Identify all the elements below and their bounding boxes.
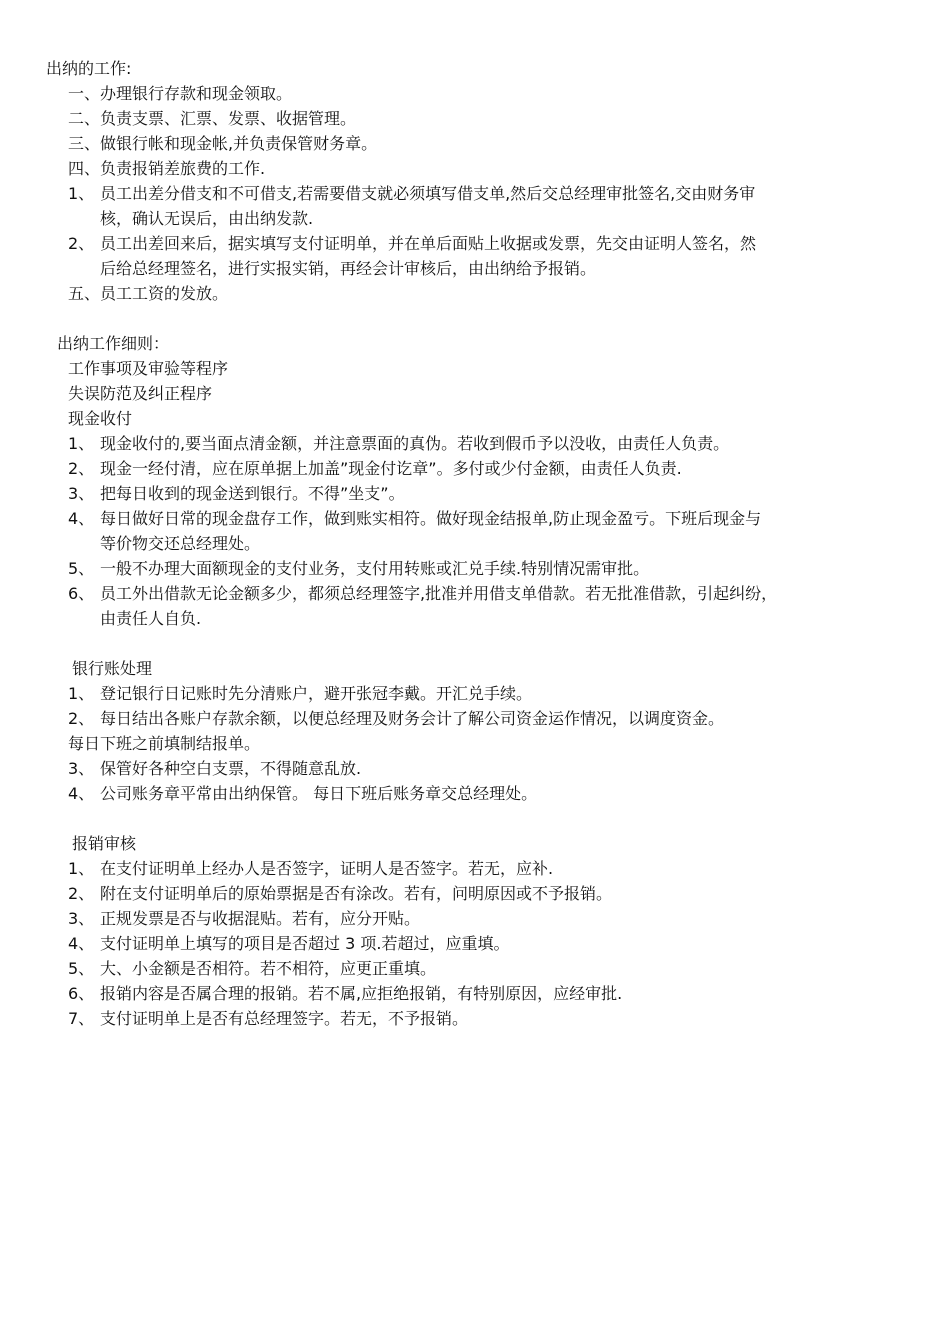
bank-item-number: 2、 <box>68 709 95 728</box>
audit-heading: 报销审核 <box>72 834 137 853</box>
audit-item-number: 3、 <box>68 909 95 928</box>
bank-item-text: 公司账务章平常由出纳保管。 每日下班后账务章交总经理处。 <box>100 784 538 803</box>
cash-item-text: 员工外出借款无论金额多少，都须总经理签字,批准并用借支单借款。若无批准借款，引起纠纷， <box>100 584 778 603</box>
audit-item-number: 6、 <box>68 984 95 1003</box>
duties-item: 五、员工工资的发放。 <box>68 284 229 303</box>
bank-item-number: 3、 <box>68 759 95 778</box>
cash-item-number: 3、 <box>68 484 95 503</box>
duties-sub-item-number: 2、 <box>68 234 95 253</box>
cash-item-text: 现金收付的,要当面点清金额，并注意票面的真伪。若收到假币予以没收，由责任人负责。 <box>100 434 730 453</box>
details-line: 失误防范及纠正程序 <box>68 384 213 403</box>
audit-item-number: 2、 <box>68 884 95 903</box>
cash-item-text: 一般不办理大面额现金的支付业务，支付用转账或汇兑手续.特别情况需审批。 <box>100 559 650 578</box>
cash-subheading: 现金收付 <box>68 409 133 428</box>
audit-item-number: 5、 <box>68 959 95 978</box>
cash-item-number: 5、 <box>68 559 95 578</box>
audit-item-number: 4、 <box>68 934 95 953</box>
details-line: 工作事项及审验等程序 <box>68 359 229 378</box>
audit-item-text: 支付证明单上填写的项目是否超过 3 项.若超过，应重填。 <box>100 934 510 953</box>
bank-note: 每日下班之前填制结报单。 <box>68 734 261 753</box>
duties-item: 二、负责支票、汇票、发票、收据管理。 <box>68 109 357 128</box>
cash-item-number: 4、 <box>68 509 95 528</box>
cash-item-text: 现金一经付清，应在原单据上加盖”现金付讫章”。多付或少付金额，由责任人负责. <box>100 459 682 478</box>
duties-sub-item-text: 员工出差分借支和不可借支,若需要借支就必须填写借支单,然后交总经理审批签名,交由财务审 <box>100 184 756 203</box>
duties-sub-item-text-continued: 后给总经理签名，进行实报实销，再经会计审核后，由出纳给予报销。 <box>100 259 597 278</box>
cash-item-text: 每日做好日常的现金盘存工作，做到账实相符。做好现金结报单,防止现金盈亏。下班后现金与 <box>100 509 762 528</box>
bank-heading: 银行账处理 <box>72 659 153 678</box>
cash-item-number: 1、 <box>68 434 95 453</box>
bank-item-number: 4、 <box>68 784 95 803</box>
duties-sub-item-number: 1、 <box>68 184 95 203</box>
cash-item-text-continued: 由责任人自负. <box>100 609 202 628</box>
cash-item-text-continued: 等价物交还总经理处。 <box>100 534 261 553</box>
audit-item-text: 大、小金额是否相符。若不相符，应更正重填。 <box>100 959 437 978</box>
cash-item-number: 2、 <box>68 459 95 478</box>
duties-heading: 出纳的工作: <box>46 59 132 78</box>
audit-item-text: 支付证明单上是否有总经理签字。若无，不予报销。 <box>100 1009 469 1028</box>
bank-item-text: 保管好各种空白支票，不得随意乱放. <box>100 759 362 778</box>
audit-item-text: 在支付证明单上经办人是否签字，证明人是否签字。若无，应补. <box>100 859 554 878</box>
duties-item: 三、做银行帐和现金帐,并负责保管财务章。 <box>68 134 378 153</box>
audit-item-text: 报销内容是否属合理的报销。若不属,应拒绝报销，有特别原因，应经审批. <box>100 984 623 1003</box>
cash-item-number: 6、 <box>68 584 95 603</box>
audit-item-number: 7、 <box>68 1009 95 1028</box>
cash-item-text: 把每日收到的现金送到银行。不得”坐支”。 <box>100 484 405 503</box>
duties-item: 一、办理银行存款和现金领取。 <box>68 84 293 103</box>
duties-sub-item-text-continued: 核，确认无误后，由出纳发款. <box>100 209 314 228</box>
duties-item: 四、负责报销差旅费的工作. <box>68 159 266 178</box>
audit-item-text: 附在支付证明单后的原始票据是否有涂改。若有，问明原因或不予报销。 <box>100 884 613 903</box>
bank-item-text: 每日结出各账户存款余额，以便总经理及财务会计了解公司资金运作情况，以调度资金。 <box>100 709 725 728</box>
duties-sub-item-text: 员工出差回来后，据实填写支付证明单，并在单后面贴上收据或发票，先交由证明人签名，然 <box>100 234 757 253</box>
bank-item-number: 1、 <box>68 684 95 703</box>
audit-item-number: 1、 <box>68 859 95 878</box>
bank-item-text: 登记银行日记账时先分清账户，避开张冠李戴。开汇兑手续。 <box>100 684 533 703</box>
audit-item-text: 正规发票是否与收据混贴。若有，应分开贴。 <box>100 909 421 928</box>
details-heading: 出纳工作细则： <box>57 334 170 353</box>
